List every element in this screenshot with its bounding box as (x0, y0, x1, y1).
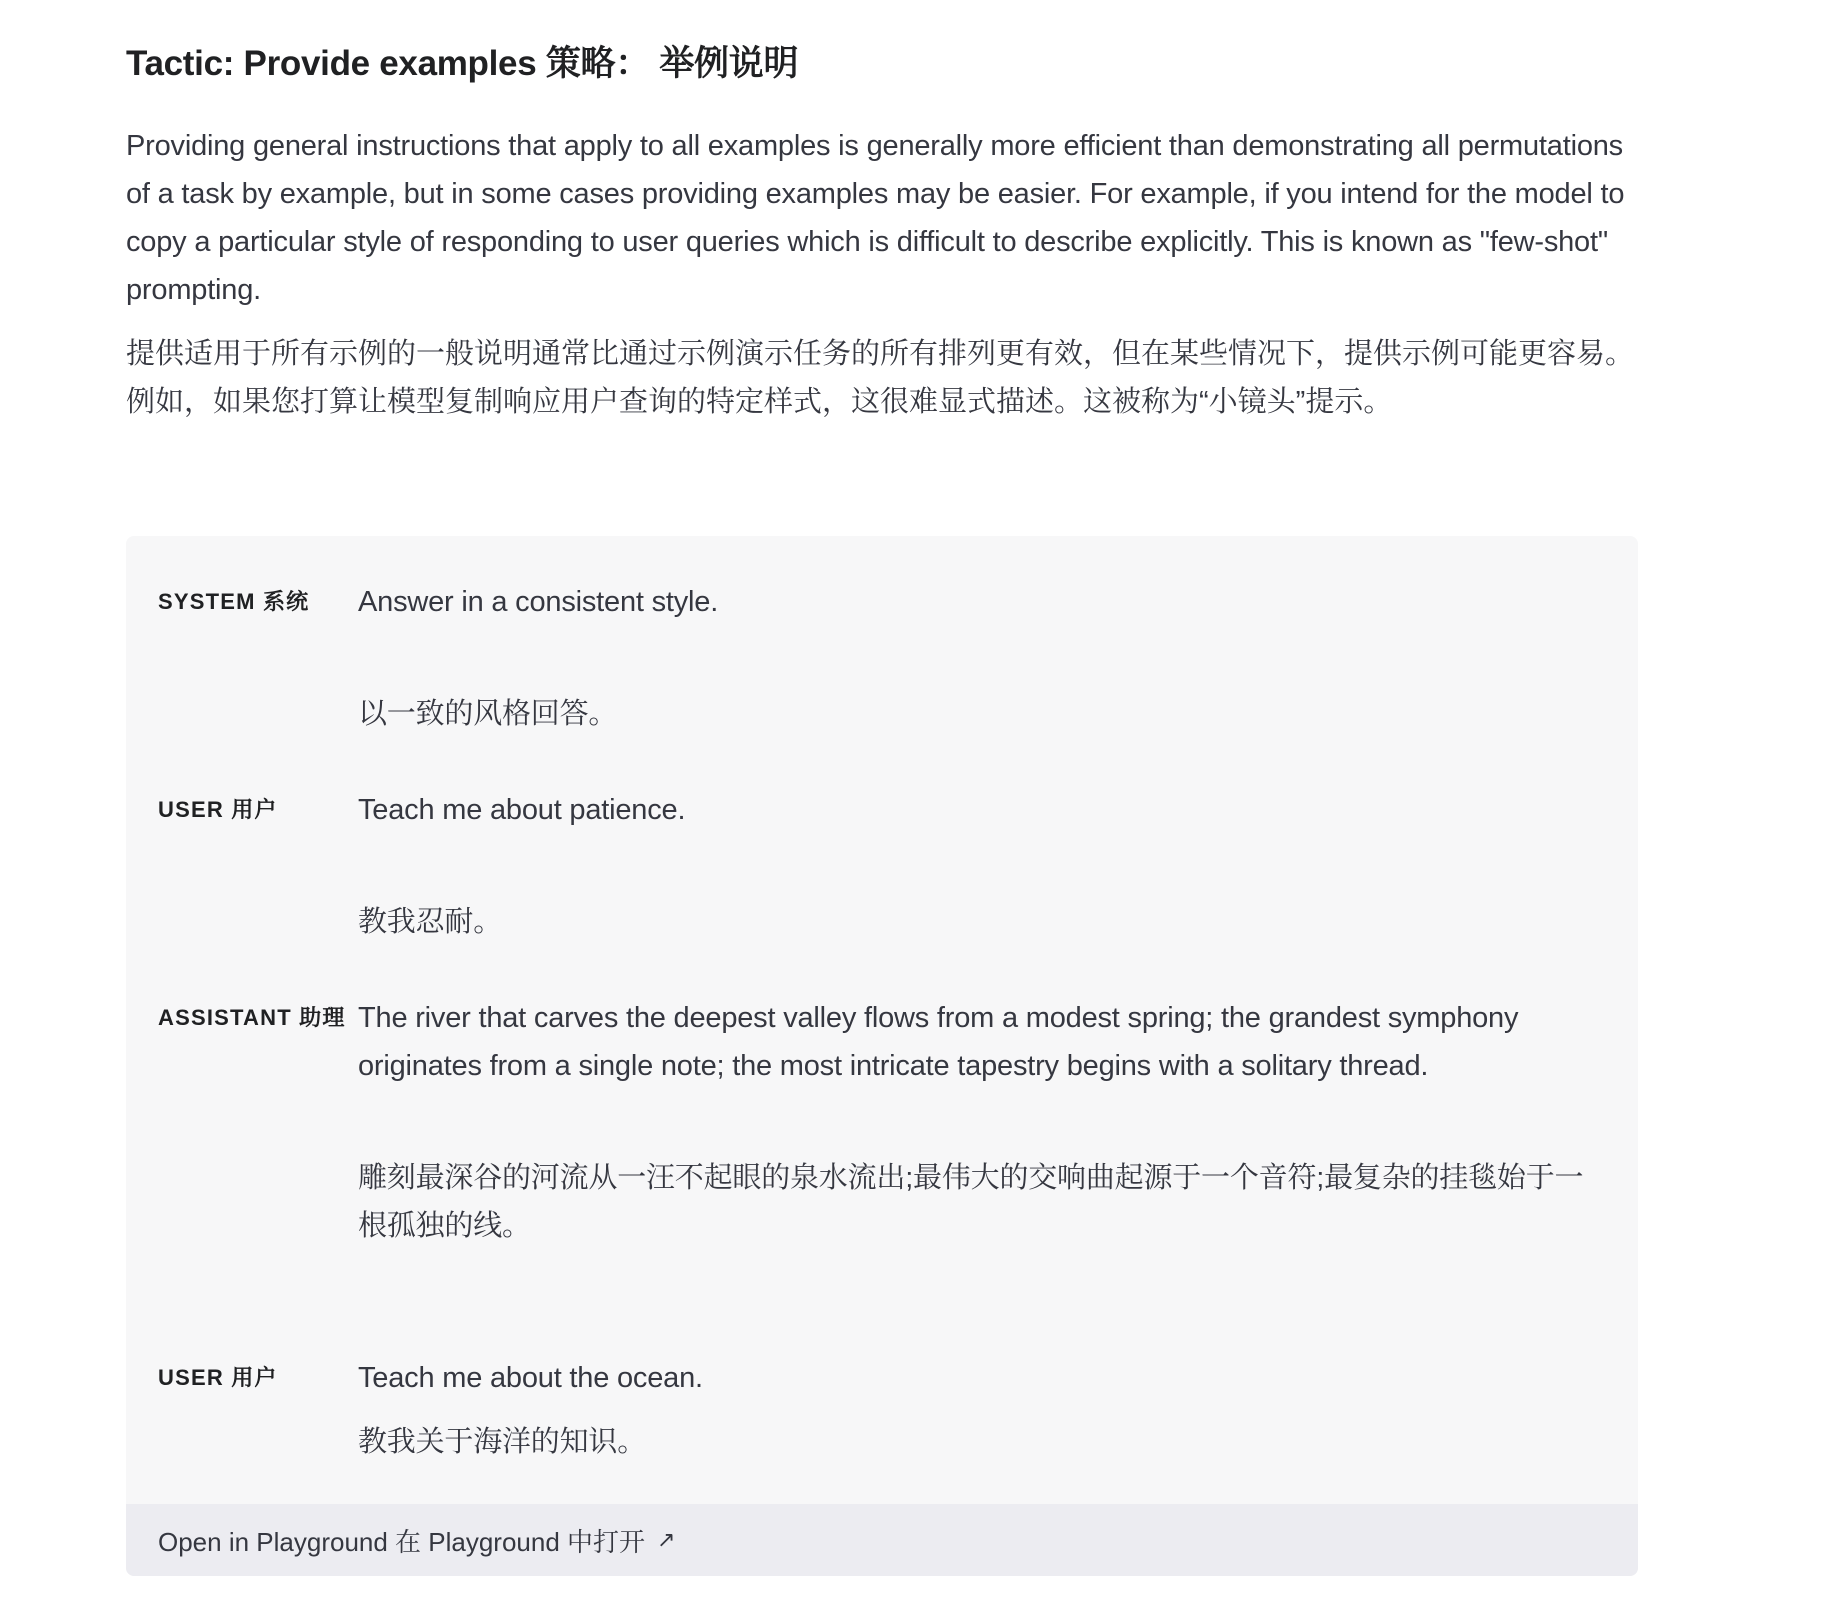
role-label: SYSTEM 系统 (158, 589, 310, 614)
message-content (358, 1354, 1608, 1466)
role-label: ASSISTANT 助理 (158, 1005, 346, 1030)
message-text-en: Teach me about patience. (358, 794, 686, 826)
open-in-playground-label: Open in Playground 在 Playground 中打开 (158, 1526, 646, 1557)
message-text-en: Teach me about the ocean. (358, 1362, 703, 1394)
role-label: USER 用户 (158, 1365, 278, 1390)
message-content (358, 578, 1608, 738)
example-conversation (126, 536, 1638, 1576)
external-link-arrow-icon: ↗ (657, 1527, 676, 1552)
message-text-zh: 教我忍耐。 (358, 906, 503, 938)
role-label: USER 用户 (158, 797, 278, 822)
message-text-zh: 教我关于海洋的知识。 (358, 1426, 647, 1458)
message-text-en: The river that carves the deepest valley flows from a modest spring; the grandest symphony originates from a single note; the most intricate tapestry begins with a solitary thread. (358, 1002, 1519, 1082)
message-text-zh: 以一致的风格回答。 (358, 698, 618, 730)
section-heading: Tactic: Provide examples 策略： 举例说明 (126, 44, 799, 83)
message-text-en: Answer in a consistent style. (358, 586, 719, 618)
intro-paragraph-en: Providing general instructions that apply to all examples is generally more efficient than demonstrating all permutations of a task by example, but in some cases providing examples may be easier. For example, if you intend for the model to copy a particular style of responding to user queries which is difficult to describe explicitly. This is known as "few-shot" prompting. (126, 130, 1625, 306)
open-in-playground-link[interactable] (126, 1504, 1638, 1576)
message-text-zh: 雕刻最深谷的河流从一汪不起眼的泉水流出;最伟大的交响曲起源于一个音符;最复杂的挂毯始于一根孤独的线。 (358, 1162, 1584, 1242)
message-content (358, 994, 1608, 1250)
intro-paragraph-zh: 提供适用于所有示例的一般说明通常比通过示例演示任务的所有排列更有效，但在某些情况下，提供示例可能更容易。例如，如果您打算让模型复制响应用户查询的特定样式，这很难显式描述。这被称为“小镜头”提示。 (126, 338, 1635, 418)
message-content (358, 786, 1608, 946)
